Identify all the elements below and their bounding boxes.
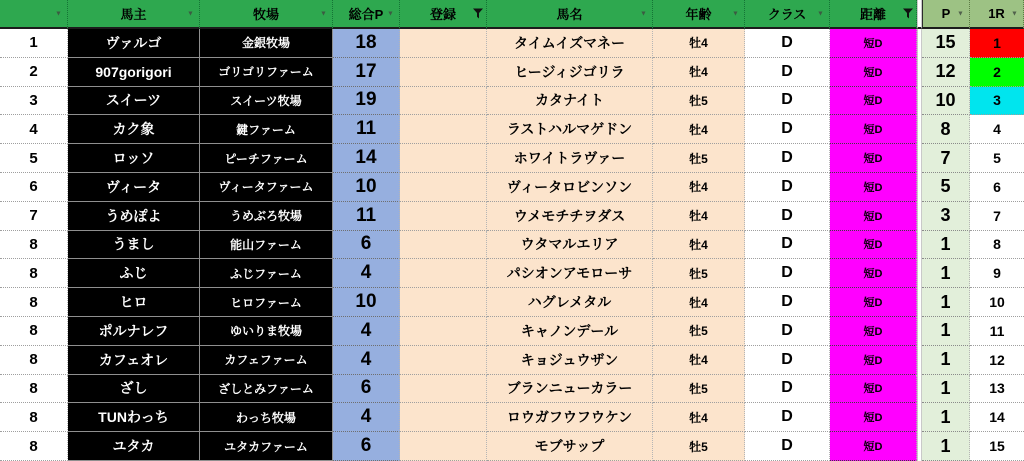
header-owner[interactable] <box>68 0 200 29</box>
cell-r1[interactable]: 3 <box>970 87 1024 116</box>
cell-dist[interactable]: 短D <box>830 173 917 202</box>
cell-horse[interactable]: パシオンアモローサ <box>487 259 653 288</box>
cell-p[interactable]: 12 <box>922 58 970 87</box>
cell-owner[interactable]: ヴィータ <box>68 173 200 202</box>
cell-farm[interactable]: ヴィータファーム <box>200 173 333 202</box>
cell-cls[interactable]: D <box>745 375 830 404</box>
cell-age[interactable]: 牡5 <box>653 87 745 116</box>
header-label: 総合P <box>348 7 384 22</box>
cell-cls[interactable]: D <box>745 87 830 116</box>
cell-r1[interactable]: 5 <box>970 144 1024 173</box>
cell-p[interactable]: 1 <box>922 346 970 375</box>
cell-farm[interactable]: ピーチファーム <box>200 144 333 173</box>
cell-owner[interactable]: カフェオレ <box>68 346 200 375</box>
header-distance[interactable] <box>830 0 917 29</box>
cell-farm[interactable]: スイーツ牧場 <box>200 87 333 116</box>
header-label: 1R <box>988 6 1005 21</box>
header-p[interactable] <box>922 0 970 29</box>
cell-age[interactable]: 牡4 <box>653 231 745 260</box>
cell-age[interactable]: 牡5 <box>653 432 745 461</box>
cell-horse[interactable]: ラストハルマゲドン <box>487 115 653 144</box>
cell-r1[interactable]: 1 <box>970 29 1024 58</box>
cell-dist[interactable]: 短D <box>830 231 917 260</box>
header-label: P <box>941 6 951 21</box>
cell-horse[interactable]: カタナイト <box>487 87 653 116</box>
cell-horse[interactable]: ヴィータロビンソン <box>487 173 653 202</box>
cell-cls[interactable]: D <box>745 288 830 317</box>
cell-p[interactable]: 1 <box>922 432 970 461</box>
cell-cls[interactable]: D <box>745 259 830 288</box>
filter-dropdown-icon[interactable]: ▼ <box>387 10 394 17</box>
cell-horse[interactable]: タイムイズマネー <box>487 29 653 58</box>
cell-dist[interactable]: 短D <box>830 259 917 288</box>
cell-total-p[interactable]: 14 <box>333 144 400 173</box>
cell-age[interactable]: 牡4 <box>653 288 745 317</box>
cell-horse[interactable]: モブサップ <box>487 432 653 461</box>
cell-cls[interactable]: D <box>745 58 830 87</box>
cell-horse[interactable]: ウメモチチヲダス <box>487 202 653 231</box>
cell-farm[interactable]: 能山ファーム <box>200 231 333 260</box>
filter-dropdown-icon[interactable]: ▼ <box>817 10 824 17</box>
cell-p[interactable]: 15 <box>922 29 970 58</box>
cell-registration[interactable] <box>400 87 487 116</box>
cell-r1[interactable]: 12 <box>970 346 1024 375</box>
table-row <box>0 202 1024 231</box>
cell-total-p[interactable]: 4 <box>333 259 400 288</box>
header-class[interactable] <box>745 0 830 29</box>
cell-age[interactable]: 牡4 <box>653 58 745 87</box>
cell-r1[interactable]: 2 <box>970 58 1024 87</box>
filter-dropdown-icon[interactable]: ▼ <box>957 10 964 17</box>
cell-registration[interactable] <box>400 346 487 375</box>
cell-registration[interactable] <box>400 375 487 404</box>
header-registration[interactable] <box>400 0 487 29</box>
cell-age[interactable]: 牡5 <box>653 259 745 288</box>
cell-dist[interactable]: 短D <box>830 202 917 231</box>
cell-rank[interactable]: 8 <box>0 375 68 404</box>
cell-rank[interactable]: 3 <box>0 87 68 116</box>
cell-horse[interactable]: ホワイトラヴァー <box>487 144 653 173</box>
header-farm[interactable] <box>200 0 333 29</box>
cell-dist[interactable]: 短D <box>830 346 917 375</box>
cell-dist[interactable]: 短D <box>830 29 917 58</box>
header-age[interactable] <box>653 0 745 29</box>
header-label: 馬名 <box>556 7 583 22</box>
cell-horse[interactable]: ハグレメタル <box>487 288 653 317</box>
cell-age[interactable]: 牡5 <box>653 375 745 404</box>
cell-cls[interactable]: D <box>745 202 830 231</box>
cell-r1[interactable]: 6 <box>970 173 1024 202</box>
cell-owner[interactable]: ふじ <box>68 259 200 288</box>
cell-farm[interactable]: 金銀牧場 <box>200 29 333 58</box>
cell-total-p[interactable]: 10 <box>333 173 400 202</box>
cell-age[interactable]: 牡4 <box>653 202 745 231</box>
filter-dropdown-icon[interactable]: ▼ <box>320 10 327 17</box>
cell-cls[interactable]: D <box>745 231 830 260</box>
cell-horse[interactable]: キャノンデール <box>487 317 653 346</box>
cell-age[interactable]: 牡4 <box>653 115 745 144</box>
filter-active-icon[interactable] <box>472 8 483 19</box>
table-body <box>0 29 1024 461</box>
header-label: クラス <box>767 7 807 22</box>
cell-owner[interactable]: スイーツ <box>68 87 200 116</box>
cell-cls[interactable]: D <box>745 346 830 375</box>
cell-total-p[interactable]: 10 <box>333 288 400 317</box>
cell-cls[interactable]: D <box>745 144 830 173</box>
cell-cls[interactable]: D <box>745 403 830 432</box>
header-label: 年齢 <box>685 7 712 22</box>
cell-rank[interactable]: 8 <box>0 432 68 461</box>
cell-horse[interactable]: ブランニューカラー <box>487 375 653 404</box>
cell-dist[interactable]: 短D <box>830 144 917 173</box>
cell-rank[interactable]: 7 <box>0 202 68 231</box>
table-row <box>0 115 1024 144</box>
cell-total-p[interactable]: 11 <box>333 115 400 144</box>
cell-total-p[interactable]: 4 <box>333 317 400 346</box>
cell-rank[interactable]: 1 <box>0 29 68 58</box>
filter-dropdown-icon[interactable]: ▼ <box>640 10 647 17</box>
cell-farm[interactable]: 鍵ファーム <box>200 115 333 144</box>
cell-dist[interactable]: 短D <box>830 115 917 144</box>
cell-owner[interactable]: ヴァルゴ <box>68 29 200 58</box>
table-row <box>0 144 1024 173</box>
cell-total-p[interactable]: 6 <box>333 231 400 260</box>
cell-farm[interactable]: ゴリゴリファーム <box>200 58 333 87</box>
cell-r1[interactable]: 4 <box>970 115 1024 144</box>
header-total-p[interactable] <box>333 0 400 29</box>
cell-rank[interactable]: 2 <box>0 58 68 87</box>
cell-owner[interactable]: カク象 <box>68 115 200 144</box>
cell-registration[interactable] <box>400 58 487 87</box>
cell-registration[interactable] <box>400 259 487 288</box>
cell-p[interactable]: 1 <box>922 259 970 288</box>
cell-rank[interactable]: 8 <box>0 403 68 432</box>
cell-horse[interactable]: ロウガフウフウケン <box>487 403 653 432</box>
cell-dist[interactable]: 短D <box>830 432 917 461</box>
cell-owner[interactable]: うまし <box>68 231 200 260</box>
cell-cls[interactable]: D <box>745 317 830 346</box>
cell-horse[interactable]: ウタマルエリア <box>487 231 653 260</box>
cell-dist[interactable]: 短D <box>830 317 917 346</box>
filter-dropdown-icon[interactable]: ▼ <box>187 10 194 17</box>
cell-farm[interactable]: わっち牧場 <box>200 403 333 432</box>
cell-registration[interactable] <box>400 202 487 231</box>
table-row <box>0 432 1024 461</box>
cell-total-p[interactable]: 11 <box>333 202 400 231</box>
cell-owner[interactable]: ユタカ <box>68 432 200 461</box>
cell-p[interactable]: 10 <box>922 87 970 116</box>
cell-rank[interactable]: 8 <box>0 259 68 288</box>
cell-owner[interactable]: ヒロ <box>68 288 200 317</box>
cell-p[interactable]: 1 <box>922 375 970 404</box>
table-row <box>0 288 1024 317</box>
cell-age[interactable]: 牡4 <box>653 346 745 375</box>
filter-dropdown-icon[interactable]: ▼ <box>55 10 62 17</box>
header-1r[interactable] <box>970 0 1024 29</box>
cell-registration[interactable] <box>400 231 487 260</box>
cell-registration[interactable] <box>400 115 487 144</box>
cell-dist[interactable]: 短D <box>830 288 917 317</box>
cell-rank[interactable]: 6 <box>0 173 68 202</box>
table-row <box>0 231 1024 260</box>
header-row <box>0 0 1024 29</box>
table-row <box>0 403 1024 432</box>
cell-registration[interactable] <box>400 29 487 58</box>
cell-farm[interactable]: ユタカファーム <box>200 432 333 461</box>
cell-total-p[interactable]: 4 <box>333 403 400 432</box>
table-row <box>0 259 1024 288</box>
cell-owner[interactable]: ざし <box>68 375 200 404</box>
cell-registration[interactable] <box>400 173 487 202</box>
cell-p[interactable]: 1 <box>922 288 970 317</box>
header-horse-name[interactable] <box>487 0 653 29</box>
filter-active-icon[interactable] <box>902 8 913 19</box>
cell-registration[interactable] <box>400 288 487 317</box>
cell-r1[interactable]: 8 <box>970 231 1024 260</box>
table-row <box>0 317 1024 346</box>
cell-p[interactable]: 1 <box>922 231 970 260</box>
cell-p[interactable]: 3 <box>922 202 970 231</box>
cell-rank[interactable]: 8 <box>0 231 68 260</box>
cell-owner[interactable]: ロッソ <box>68 144 200 173</box>
cell-cls[interactable]: D <box>745 173 830 202</box>
cell-registration[interactable] <box>400 432 487 461</box>
cell-p[interactable]: 7 <box>922 144 970 173</box>
cell-cls[interactable]: D <box>745 29 830 58</box>
cell-farm[interactable]: ざしとみファーム <box>200 375 333 404</box>
cell-total-p[interactable]: 6 <box>333 375 400 404</box>
cell-total-p[interactable]: 6 <box>333 432 400 461</box>
header-label: 馬主 <box>120 7 147 22</box>
cell-farm[interactable]: うめぶろ牧場 <box>200 202 333 231</box>
cell-age[interactable]: 牡4 <box>653 403 745 432</box>
cell-p[interactable]: 1 <box>922 403 970 432</box>
cell-r1[interactable]: 13 <box>970 375 1024 404</box>
cell-registration[interactable] <box>400 144 487 173</box>
cell-age[interactable]: 牡5 <box>653 144 745 173</box>
cell-total-p[interactable]: 4 <box>333 346 400 375</box>
cell-total-p[interactable]: 18 <box>333 29 400 58</box>
table-row <box>0 346 1024 375</box>
table-row <box>0 29 1024 58</box>
cell-farm[interactable]: ヒロファーム <box>200 288 333 317</box>
cell-r1[interactable]: 14 <box>970 403 1024 432</box>
cell-rank[interactable]: 4 <box>0 115 68 144</box>
cell-owner[interactable]: 907gorigori <box>68 58 200 87</box>
filter-dropdown-icon[interactable]: ▼ <box>732 10 739 17</box>
cell-dist[interactable]: 短D <box>830 403 917 432</box>
cell-r1[interactable]: 15 <box>970 432 1024 461</box>
cell-farm[interactable]: ゆいりま牧場 <box>200 317 333 346</box>
cell-cls[interactable]: D <box>745 115 830 144</box>
table-row <box>0 87 1024 116</box>
header-label: 牧場 <box>252 7 279 22</box>
cell-rank[interactable]: 8 <box>0 317 68 346</box>
cell-age[interactable]: 牡4 <box>653 173 745 202</box>
cell-owner[interactable]: TUNわっち <box>68 403 200 432</box>
cell-dist[interactable]: 短D <box>830 58 917 87</box>
header-label: 登録 <box>429 7 456 22</box>
header-rank[interactable] <box>0 0 68 29</box>
cell-total-p[interactable]: 19 <box>333 87 400 116</box>
cell-age[interactable]: 牡5 <box>653 317 745 346</box>
cell-r1[interactable]: 9 <box>970 259 1024 288</box>
cell-age[interactable]: 牡4 <box>653 29 745 58</box>
cell-p[interactable]: 1 <box>922 317 970 346</box>
cell-registration[interactable] <box>400 317 487 346</box>
table-row <box>0 173 1024 202</box>
cell-rank[interactable]: 8 <box>0 346 68 375</box>
cell-horse[interactable]: キョジュウザン <box>487 346 653 375</box>
cell-dist[interactable]: 短D <box>830 375 917 404</box>
table-row <box>0 375 1024 404</box>
cell-r1[interactable]: 7 <box>970 202 1024 231</box>
cell-farm[interactable]: ふじファーム <box>200 259 333 288</box>
cell-owner[interactable]: うめぽよ <box>68 202 200 231</box>
cell-rank[interactable]: 8 <box>0 288 68 317</box>
cell-registration[interactable] <box>400 403 487 432</box>
cell-rank[interactable]: 5 <box>0 144 68 173</box>
cell-p[interactable]: 8 <box>922 115 970 144</box>
cell-horse[interactable]: ヒージィジゴリラ <box>487 58 653 87</box>
filter-dropdown-icon[interactable]: ▼ <box>1011 10 1018 17</box>
cell-cls[interactable]: D <box>745 432 830 461</box>
table-row <box>0 58 1024 87</box>
cell-owner[interactable]: ポルナレフ <box>68 317 200 346</box>
cell-r1[interactable]: 11 <box>970 317 1024 346</box>
cell-r1[interactable]: 10 <box>970 288 1024 317</box>
cell-dist[interactable]: 短D <box>830 87 917 116</box>
cell-p[interactable]: 5 <box>922 173 970 202</box>
cell-farm[interactable]: カフェファーム <box>200 346 333 375</box>
cell-total-p[interactable]: 17 <box>333 58 400 87</box>
header-label: 距離 <box>859 7 886 22</box>
